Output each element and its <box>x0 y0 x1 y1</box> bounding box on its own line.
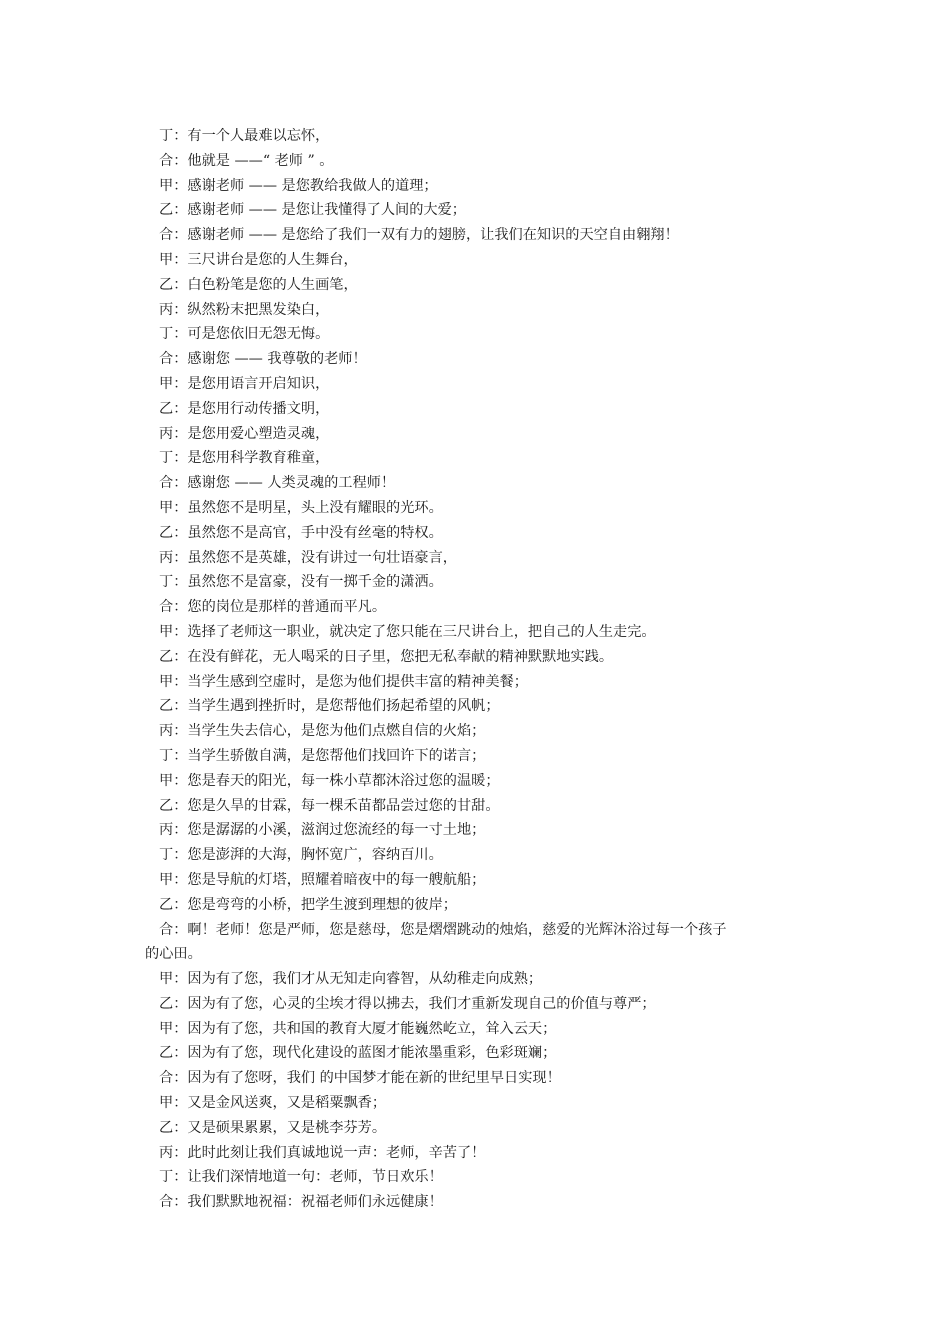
dialogue-line: 合：感谢老师 —— 是您给了我们一双有力的翅膀，让我们在知识的天空自由翱翔！ <box>159 227 679 244</box>
dialogue-line: 合：因为有了您呀，我们 的中国梦才能在新的世纪里早日实现！ <box>159 1070 561 1087</box>
dialogue-line: 丁：让我们深情地道一句：老师，节日欢乐！ <box>159 1169 443 1186</box>
dialogue-lines <box>145 124 795 1215</box>
dialogue-line: 甲：因为有了您，我们才从无知走向睿智，从幼稚走向成熟； <box>159 971 543 988</box>
dialogue-line: 甲：是您用语言开启知识， <box>159 375 330 392</box>
dialogue-line: 甲：感谢老师 —— 是您教给我做人的道理； <box>159 177 438 194</box>
dialogue-line: 丁：是您用科学教育稚童， <box>159 450 330 467</box>
dialogue-line-continuation: 的心田。 <box>145 946 202 963</box>
dialogue-line: 甲：虽然您不是明星，头上没有耀眼的光环。 <box>159 499 443 516</box>
dialogue-line: 甲：当学生感到空虚时，是您为他们提供丰富的精神美餐； <box>159 673 528 690</box>
dialogue-line: 乙：因为有了您，现代化建设的蓝图才能浓墨重彩，色彩斑斓； <box>159 1045 557 1062</box>
dialogue-line: 丁：当学生骄傲自满，是您帮他们找回许下的诺言； <box>159 747 486 764</box>
dialogue-line: 合：我们默默地祝福：祝福老师们永远健康！ <box>159 1194 443 1211</box>
dialogue-line: 丙：纵然粉末把黑发染白， <box>159 301 330 318</box>
dialogue-line: 乙：白色粉笔是您的人生画笔， <box>159 276 358 293</box>
dialogue-line: 合：感谢您 —— 人类灵魂的工程师！ <box>159 475 396 492</box>
dialogue-line: 丙：此时此刻让我们真诚地说一声：老师，辛苦了！ <box>159 1144 486 1161</box>
dialogue-line: 乙：感谢老师 —— 是您让我懂得了人间的大爱； <box>159 202 466 219</box>
dialogue-line: 丁：虽然您不是富豪，没有一掷千金的潇洒。 <box>159 574 443 591</box>
dialogue-line: 合：他就是 ——“ 老师 ” 。 <box>159 152 334 169</box>
dialogue-line: 乙：在没有鲜花，无人喝采的日子里，您把无私奉献的精神默默地实践。 <box>159 648 614 665</box>
dialogue-line: 乙：又是硕果累累，又是桃李芬芳。 <box>159 1119 387 1136</box>
dialogue-line: 乙：您是久旱的甘霖，每一棵禾苗都品尝过您的甘甜。 <box>159 797 500 814</box>
dialogue-line: 乙：是您用行动传播文明， <box>159 400 330 417</box>
dialogue-line: 乙：因为有了您，心灵的尘埃才得以拂去，我们才重新发现自己的价值与尊严； <box>159 995 656 1012</box>
dialogue-line: 丙：当学生失去信心，是您为他们点燃自信的火焰； <box>159 723 486 740</box>
dialogue-line: 甲：选择了老师这一职业，就决定了您只能在三尺讲台上，把自己的人生走完。 <box>159 623 656 640</box>
dialogue-line: 甲：因为有了您，共和国的教育大厦才能巍然屹立，耸入云天； <box>159 1020 557 1037</box>
dialogue-line: 合：感谢您 —— 我尊敬的老师！ <box>159 351 367 368</box>
dialogue-line: 乙：您是弯弯的小桥，把学生渡到理想的彼岸； <box>159 896 457 913</box>
dialogue-line: 丁：可是您依旧无怨无悔。 <box>159 326 330 343</box>
dialogue-line: 甲：您是春天的阳光，每一株小草都沐浴过您的温暖； <box>159 772 500 789</box>
dialogue-line: 丁：您是澎湃的大海，胸怀宽广，容纳百川。 <box>159 847 443 864</box>
dialogue-line: 丙：您是潺潺的小溪，滋润过您流经的每一寸土地； <box>159 822 486 839</box>
dialogue-line: 丙：是您用爱心塑造灵魂， <box>159 425 330 442</box>
dialogue-line: 甲：又是金风送爽，又是稻粟飘香； <box>159 1095 387 1112</box>
dialogue-line: 合：您的岗位是那样的普通而平凡。 <box>159 599 387 616</box>
dialogue-line: 甲：您是导航的灯塔，照耀着暗夜中的每一艘航船； <box>159 871 486 888</box>
dialogue-line: 乙：当学生遇到挫折时，是您帮他们扬起希望的风帆； <box>159 698 500 715</box>
dialogue-line: 甲：三尺讲台是您的人生舞台， <box>159 251 358 268</box>
dialogue-line: 丁：有一个人最难以忘怀， <box>159 128 330 144</box>
dialogue-line: 乙：虽然您不是高官，手中没有丝毫的特权。 <box>159 524 443 541</box>
dialogue-line: 丙：虽然您不是英雄，没有讲过一句壮语豪言， <box>159 549 457 566</box>
dialogue-line: 合：啊！老师！您是严师，您是慈母，您是熠熠跳动的烛焰，慈爱的光辉沐浴过每一个孩子 <box>159 921 727 938</box>
